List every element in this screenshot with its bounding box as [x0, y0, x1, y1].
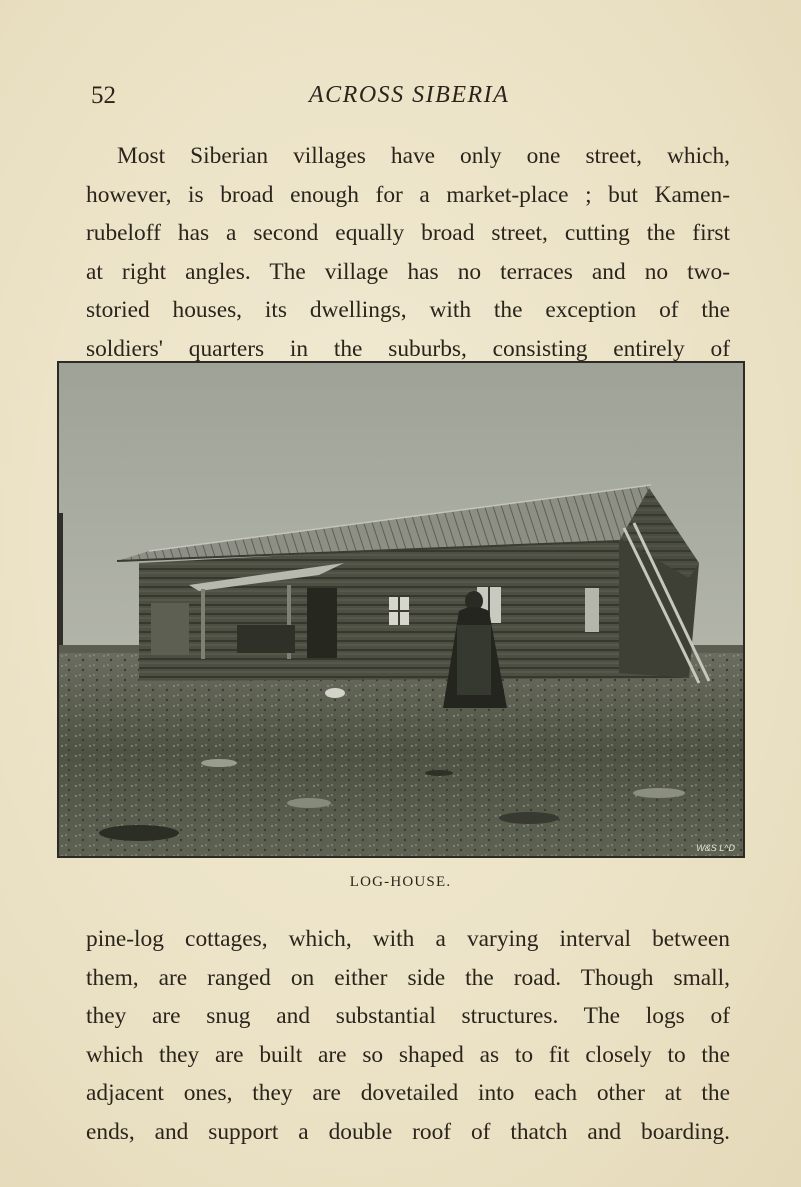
text-line: at right angles. The village has no terraces and no two-	[86, 258, 730, 285]
paragraph-bottom	[86, 920, 730, 1151]
running-title: ACROSS SIBERIA	[309, 82, 510, 108]
text-line: soldiers' quarters in the suburbs, consisting entirely of	[86, 335, 730, 362]
text-line: they are snug and substantial structures. The logs of	[86, 1003, 730, 1029]
paragraph-top	[86, 137, 730, 368]
photo-illustration	[59, 363, 743, 856]
text-line: Most Siberian villages have only one street, which,	[117, 143, 730, 169]
figure-caption: LOG-HOUSE.	[349, 874, 452, 890]
text-line: which they are built are so shaped as to fit closely to the	[86, 1041, 730, 1068]
engraver-mark: W&S L^D	[696, 843, 735, 853]
page-number: 52	[91, 82, 116, 109]
page-header	[0, 82, 801, 116]
text-line: pine-log cottages, which, with a varying interval between	[86, 926, 730, 952]
log-house-photograph	[57, 361, 745, 858]
text-line: ends, and support a double roof of thatch and boarding.	[86, 1118, 730, 1145]
text-line: however, is broad enough for a market-place ; but Kamen-	[86, 181, 730, 208]
text-line: rubeloff has a second equally broad street, cutting the first	[86, 220, 730, 246]
text-line: them, are ranged on either side the road. Though small,	[86, 964, 730, 991]
text-line: adjacent ones, they are dovetailed into each other at the	[86, 1080, 730, 1106]
text-line: storied houses, its dwellings, with the exception of the	[86, 297, 730, 323]
